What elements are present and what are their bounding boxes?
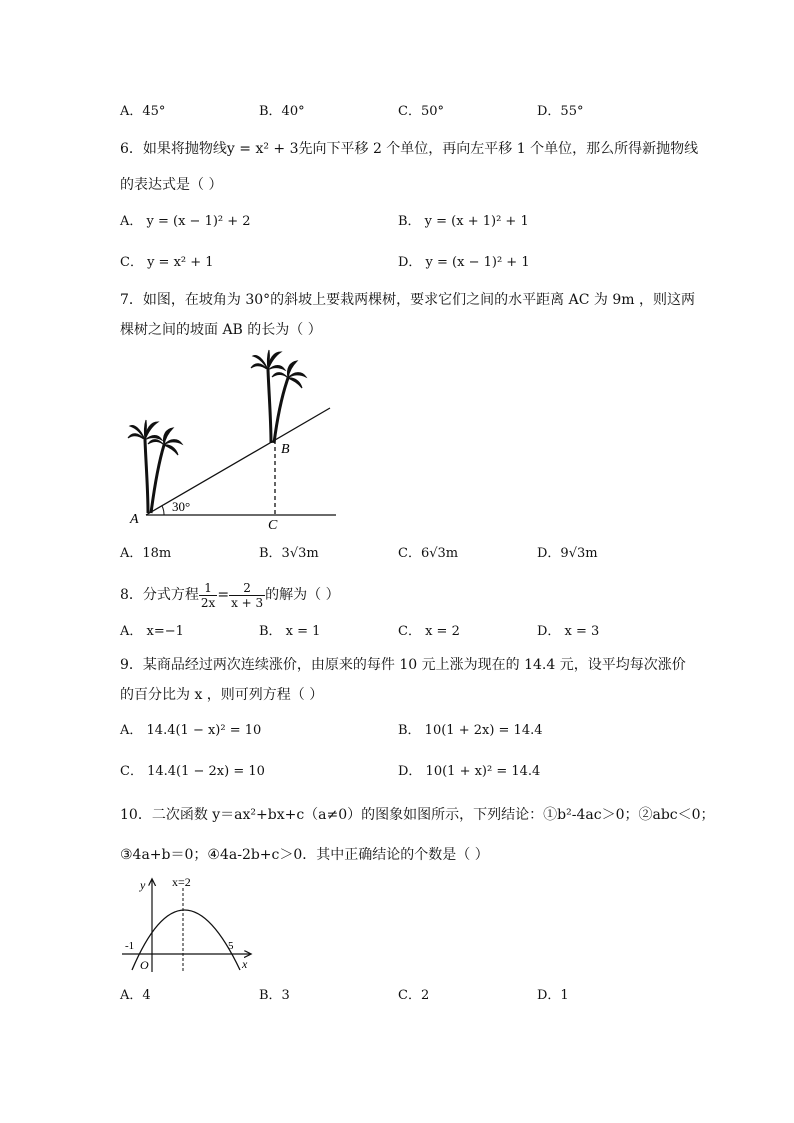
q7-option-b: B．3√3m (259, 546, 319, 561)
q9-option-a: A． 14.4(1 − x)² = 10 (120, 723, 262, 738)
q6-question-line1: 6．如果将抛物线y = x² + 3先向下平移 2 个单位，再向左平移 1 个单位，那么所得新抛物线 (120, 141, 699, 157)
q8-option-b: B． x = 1 (259, 624, 321, 639)
angle-arc (162, 506, 164, 515)
q8-option-a: A． x=−1 (120, 624, 184, 639)
angle-label: 30° (172, 499, 191, 514)
fraction-2-denominator: x + 3 (231, 595, 264, 610)
fraction-2 (229, 581, 265, 610)
q10-question-line2: ③4a+b＝0；④4a-2b+c＞0．其中正确结论的个数是（ ） (120, 847, 489, 863)
fraction-1 (199, 581, 217, 610)
q8-question (120, 579, 340, 611)
q10-option-c: C．2 (398, 988, 430, 1003)
q6-option-c: C． y = x² + 1 (120, 255, 214, 270)
fraction-2-numerator: 2 (229, 581, 265, 596)
q5-option-d: D．55° (537, 104, 584, 119)
q10-option-a: A．4 (120, 988, 151, 1003)
y-axis-label: y (140, 878, 146, 892)
q8-prefix: 8．分式方程 (120, 587, 199, 603)
root-left-label: -1 (125, 940, 135, 952)
q7-option-a: A．18m (120, 546, 172, 561)
q8-option-d: D． x = 3 (537, 624, 600, 639)
q7-option-d: D．9√3m (537, 546, 598, 561)
q10-option-d: D．1 (537, 988, 569, 1003)
q10-option-b: B．3 (259, 988, 290, 1003)
q10-question-line1: 10．二次函数 y＝ax²+bx+c（a≠0）的图象如图所示，下列结论：①b²-4ac＞0；②abc＜0； (120, 807, 715, 823)
q8-suffix: 的解为（ ） (265, 587, 340, 603)
q9-option-b: B． 10(1 + 2x) = 14.4 (398, 723, 543, 738)
symmetry-label: x=2 (172, 875, 191, 889)
q5-option-b: B．40° (259, 104, 305, 119)
palm-tree-icon (251, 350, 306, 443)
q9-question-line2: 的百分比为 x ，则可列方程（ ） (120, 687, 324, 703)
q6-option-a: A． y = (x − 1)² + 2 (120, 214, 251, 229)
q6-option-b: B． y = (x + 1)² + 1 (398, 214, 529, 229)
parabola-graph (118, 872, 258, 976)
q7-question-line1: 7．如图，在坡角为 30°的斜坡上要栽两棵树，要求它们之间的水平距离 AC 为 9m ，则这两 (120, 292, 695, 308)
label-a: A (130, 512, 139, 527)
q9-question-line1: 9．某商品经过两次连续涨价，由原来的每件 10 元上涨为现在的 14.4 元，设平均每次涨价 (120, 657, 686, 673)
q5-option-a: A．45° (120, 104, 166, 119)
q6-question-line2: 的表达式是（ ） (120, 177, 223, 193)
origin-label: O (140, 958, 149, 972)
label-b: B (281, 442, 290, 457)
q9-option-d: D． 10(1 + x)² = 14.4 (398, 764, 541, 779)
fraction-1-numerator: 1 (199, 581, 217, 596)
x-axis-label: x (242, 957, 248, 971)
label-c: C (268, 518, 278, 533)
q5-option-c: C．50° (398, 104, 444, 119)
q8-option-c: C． x = 2 (398, 624, 460, 639)
fraction-1-denominator: 2x (200, 595, 216, 610)
q7-option-c: C．6√3m (398, 546, 459, 561)
equals-sign: = (217, 587, 230, 603)
root-right-label: 5 (228, 940, 234, 952)
q9-option-c: C． 14.4(1 − 2x) = 10 (120, 764, 265, 779)
slope-trees-figure (118, 340, 343, 540)
q6-option-d: D． y = (x − 1)² + 1 (398, 255, 530, 270)
q7-question-line2: 棵树之间的坡面 AB 的长为（ ） (120, 322, 322, 338)
